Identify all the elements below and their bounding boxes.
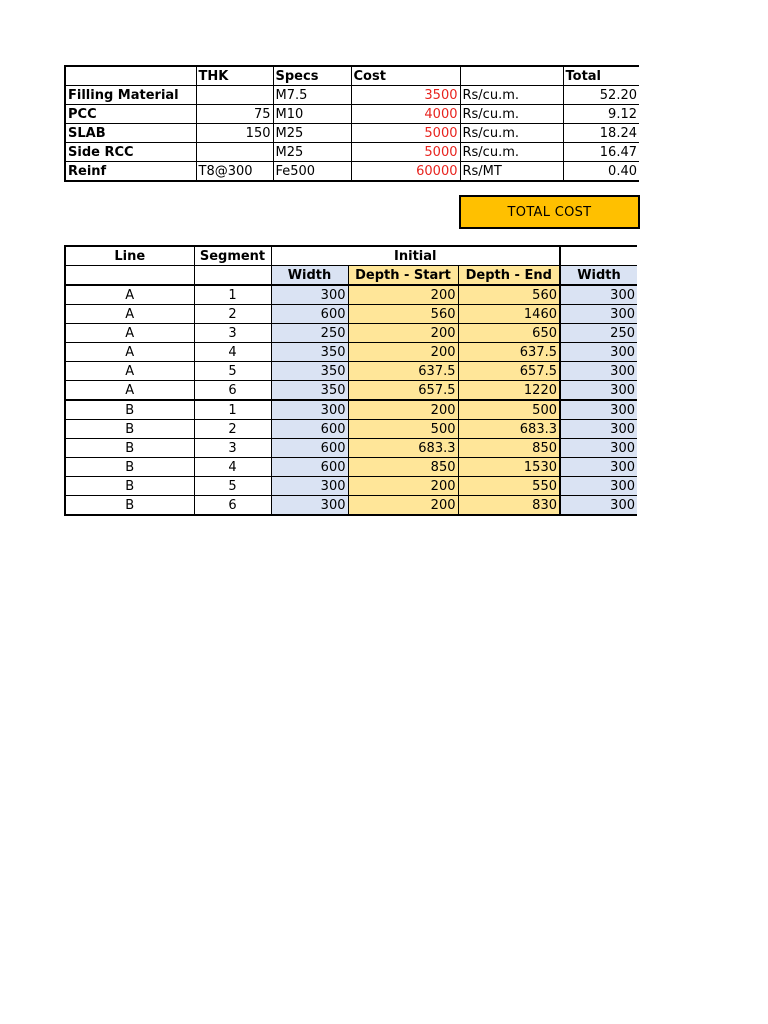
table-row xyxy=(65,324,637,343)
header-next-group[interactable] xyxy=(560,246,637,266)
table-row xyxy=(65,305,637,324)
cost-value-cell[interactable]: 4000 xyxy=(351,105,460,124)
depth-end-cell[interactable]: 560 xyxy=(458,285,560,305)
width-2-cell[interactable]: 300 xyxy=(560,381,637,401)
table-row xyxy=(65,362,637,381)
depth-start-cell[interactable]: 200 xyxy=(348,324,458,343)
segment-cell[interactable]: 4 xyxy=(194,343,271,362)
header-line[interactable]: Line xyxy=(65,246,194,266)
width-2-cell[interactable]: 300 xyxy=(560,305,637,324)
cost-header-unit[interactable] xyxy=(460,66,563,86)
depth-end-cell[interactable]: 1530 xyxy=(458,458,560,477)
width-cell[interactable]: 250 xyxy=(271,324,348,343)
subheader-width-2[interactable]: Width xyxy=(560,266,637,286)
depth-start-cell[interactable]: 200 xyxy=(348,477,458,496)
cost-unit-cell[interactable]: Rs/cu.m. xyxy=(460,86,563,105)
cost-specs-cell[interactable]: M25 xyxy=(273,124,351,143)
table-row xyxy=(65,496,637,516)
width-2-cell[interactable]: 300 xyxy=(560,285,637,305)
depth-end-cell[interactable]: 500 xyxy=(458,400,560,420)
width-cell[interactable]: 300 xyxy=(271,477,348,496)
cost-header-total[interactable]: Total xyxy=(563,66,639,86)
segment-subheader-row xyxy=(65,266,637,286)
line-cell[interactable]: A xyxy=(65,343,194,362)
line-cell[interactable]: B xyxy=(65,477,194,496)
segment-cell[interactable]: 6 xyxy=(194,496,271,516)
table-row xyxy=(65,343,637,362)
cost-header-thk[interactable]: THK xyxy=(196,66,273,86)
width-cell[interactable]: 300 xyxy=(271,496,348,516)
cost-specs-cell[interactable]: M25 xyxy=(273,143,351,162)
width-2-cell[interactable]: 300 xyxy=(560,458,637,477)
line-cell[interactable]: A xyxy=(65,381,194,401)
cost-total-cell[interactable]: 0.40 xyxy=(563,162,639,182)
width-cell[interactable]: 600 xyxy=(271,458,348,477)
depth-start-cell[interactable]: 200 xyxy=(348,285,458,305)
depth-end-cell[interactable]: 650 xyxy=(458,324,560,343)
width-cell[interactable]: 600 xyxy=(271,439,348,458)
depth-end-cell[interactable]: 657.5 xyxy=(458,362,560,381)
cost-total-cell[interactable]: 18.24 xyxy=(563,124,639,143)
table-row xyxy=(65,477,637,496)
cost-total-cell[interactable]: 16.47 xyxy=(563,143,639,162)
subheader-depth-start[interactable]: Depth - Start xyxy=(348,266,458,286)
line-cell[interactable]: A xyxy=(65,362,194,381)
cost-total-cell[interactable]: 9.12 xyxy=(563,105,639,124)
line-cell[interactable]: A xyxy=(65,285,194,305)
total-cost-button[interactable]: TOTAL COST xyxy=(459,195,640,229)
cost-unit-cell[interactable]: Rs/cu.m. xyxy=(460,124,563,143)
line-cell[interactable]: B xyxy=(65,400,194,420)
cost-value-cell[interactable]: 5000 xyxy=(351,124,460,143)
width-2-cell[interactable]: 300 xyxy=(560,362,637,381)
width-2-cell[interactable]: 300 xyxy=(560,400,637,420)
depth-end-cell[interactable]: 830 xyxy=(458,496,560,516)
cost-header-row xyxy=(65,66,639,86)
subheader-line-blank[interactable] xyxy=(65,266,194,286)
width-2-cell[interactable]: 300 xyxy=(560,420,637,439)
segment-cell[interactable]: 2 xyxy=(194,305,271,324)
cost-header-specs[interactable]: Specs xyxy=(273,66,351,86)
cost-item-cell[interactable]: SLAB xyxy=(65,124,196,143)
segment-rows xyxy=(65,285,637,515)
segment-table xyxy=(64,245,637,516)
cost-total-cell[interactable]: 52.20 xyxy=(563,86,639,105)
cost-value-cell[interactable]: 3500 xyxy=(351,86,460,105)
cost-unit-cell[interactable]: Rs/MT xyxy=(460,162,563,182)
cost-thk-cell[interactable]: 150 xyxy=(196,124,273,143)
cost-item-cell[interactable]: PCC xyxy=(65,105,196,124)
segment-cell[interactable]: 5 xyxy=(194,477,271,496)
width-2-cell[interactable]: 250 xyxy=(560,324,637,343)
width-cell[interactable]: 600 xyxy=(271,420,348,439)
depth-start-cell[interactable]: 200 xyxy=(348,343,458,362)
header-segment[interactable]: Segment xyxy=(194,246,271,266)
cost-thk-cell[interactable] xyxy=(196,86,273,105)
subheader-depth-end[interactable]: Depth - End xyxy=(458,266,560,286)
cost-thk-cell[interactable] xyxy=(196,143,273,162)
segment-cell[interactable]: 4 xyxy=(194,458,271,477)
segment-cell[interactable]: 6 xyxy=(194,381,271,401)
segment-cell[interactable]: 2 xyxy=(194,420,271,439)
cost-specs-cell[interactable]: M7.5 xyxy=(273,86,351,105)
header-initial-group[interactable]: Initial xyxy=(271,246,560,266)
depth-start-cell[interactable]: 850 xyxy=(348,458,458,477)
width-cell[interactable]: 350 xyxy=(271,343,348,362)
table-row xyxy=(65,285,637,305)
cost-header-item[interactable] xyxy=(65,66,196,86)
table-row xyxy=(65,381,637,401)
cost-specs-cell[interactable]: Fe500 xyxy=(273,162,351,182)
depth-start-cell[interactable]: 200 xyxy=(348,400,458,420)
segment-cell[interactable]: 3 xyxy=(194,324,271,343)
width-cell[interactable]: 350 xyxy=(271,381,348,401)
table-row xyxy=(65,420,637,439)
depth-end-cell[interactable]: 1220 xyxy=(458,381,560,401)
segment-header-row xyxy=(65,246,637,266)
depth-start-cell[interactable]: 200 xyxy=(348,496,458,516)
line-cell[interactable]: B xyxy=(65,458,194,477)
width-2-cell[interactable]: 300 xyxy=(560,343,637,362)
width-cell[interactable]: 300 xyxy=(271,285,348,305)
cost-item-cell[interactable]: Side RCC xyxy=(65,143,196,162)
cost-specs-cell[interactable]: M10 xyxy=(273,105,351,124)
cost-table xyxy=(64,65,639,182)
table-row xyxy=(65,458,637,477)
subheader-segment-blank[interactable] xyxy=(194,266,271,286)
cost-header-cost[interactable]: Cost xyxy=(351,66,460,86)
line-cell[interactable]: B xyxy=(65,420,194,439)
cost-item-cell[interactable]: Reinf xyxy=(68,163,107,179)
table-row xyxy=(65,439,637,458)
cost-thk-cell[interactable]: 75 xyxy=(196,105,273,124)
depth-end-cell[interactable]: 683.3 xyxy=(458,420,560,439)
width-2-cell[interactable]: 300 xyxy=(560,439,637,458)
width-2-cell[interactable]: 300 xyxy=(560,496,637,516)
cost-row xyxy=(65,124,639,143)
depth-start-cell[interactable]: 683.3 xyxy=(348,439,458,458)
cost-row xyxy=(65,105,639,124)
cost-row xyxy=(65,162,639,182)
width-cell[interactable]: 300 xyxy=(271,400,348,420)
depth-end-cell[interactable]: 850 xyxy=(458,439,560,458)
cost-value-cell[interactable]: 60000 xyxy=(351,162,460,182)
line-cell[interactable]: B xyxy=(65,439,194,458)
depth-end-cell[interactable]: 1460 xyxy=(458,305,560,324)
width-cell[interactable]: 350 xyxy=(271,362,348,381)
line-cell[interactable]: B xyxy=(125,497,135,513)
depth-end-cell[interactable]: 550 xyxy=(458,477,560,496)
depth-start-cell[interactable]: 500 xyxy=(348,420,458,439)
cost-row xyxy=(65,143,639,162)
cost-value-cell[interactable]: 5000 xyxy=(351,143,460,162)
cost-row xyxy=(65,86,639,105)
table-row xyxy=(65,400,637,420)
segment-cell[interactable]: 5 xyxy=(194,362,271,381)
width-cell[interactable]: 600 xyxy=(271,305,348,324)
line-cell[interactable]: A xyxy=(65,324,194,343)
segment-cell[interactable]: 1 xyxy=(194,400,271,420)
width-2-cell[interactable]: 300 xyxy=(560,477,637,496)
cost-item-cell[interactable]: Filling Material xyxy=(65,86,196,105)
segment-cell[interactable]: 3 xyxy=(194,439,271,458)
segment-cell[interactable]: 1 xyxy=(194,285,271,305)
depth-end-cell[interactable]: 637.5 xyxy=(458,343,560,362)
cost-unit-cell[interactable]: Rs/cu.m. xyxy=(460,143,563,162)
depth-start-cell[interactable]: 637.5 xyxy=(348,362,458,381)
depth-start-cell[interactable]: 560 xyxy=(348,305,458,324)
subheader-width[interactable]: Width xyxy=(271,266,348,286)
cost-thk-cell[interactable]: T8@300 xyxy=(196,162,273,182)
line-cell[interactable]: A xyxy=(65,305,194,324)
depth-start-cell[interactable]: 657.5 xyxy=(348,381,458,401)
cost-unit-cell[interactable]: Rs/cu.m. xyxy=(460,105,563,124)
